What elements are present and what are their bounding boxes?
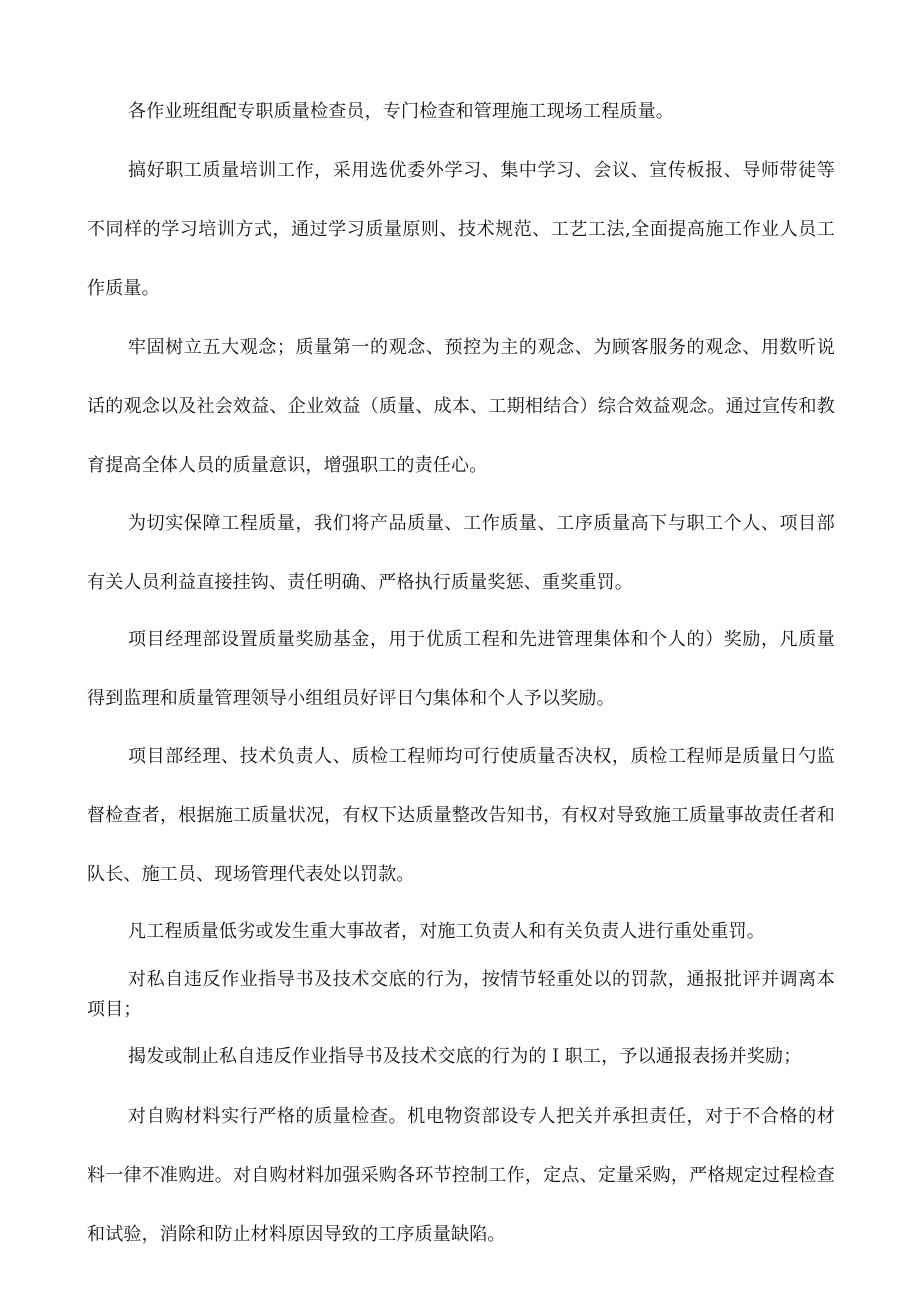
paragraph-5: 项目经理部设置质量奖励基金，用于优质工程和先进管理集体和个人的）奖励，凡质量得到监理和质量管理领导小组组员好评日勺集体和个人予以奖励。 <box>87 629 835 709</box>
paragraph-4: 为切实保障工程质量，我们将产品质量、工作质量、工序质量高下与职工个人、项目部有关人员利益直接挂钩、责任明确、严格执行质量奖惩、重奖重罚。 <box>87 513 835 593</box>
paragraph-1: 各作业班组配专职质量检查员，专门检查和管理施工现场工程质量。 <box>128 101 674 122</box>
paragraph-10: 对自购材料实行严格的质量检查。机电物资部设专人把关并承担责任，对于不合格的材料一律不准购进。对自购材料加强采购各环节控制工作，定点、定量采购，严格规定过程检查和试验，消除和防止材料原因导致的工序质量缺陷。 <box>87 1106 835 1245</box>
paragraph-8: 对私自违反作业指导书及技术交底的行为，按情节轻重处以的罚款，通报批评并调离本项目； <box>87 969 835 1020</box>
paragraph-3: 牢固树立五大观念；质量第一的观念、预控为主的观念、为顾客服务的观念、用数听说话的观念以及社会效益、企业效益（质量、成本、工期相结合）综合效益观念。通过宣传和教育提高全体人员的质量意识，增强职工的责任心。 <box>87 337 835 476</box>
paragraph-6: 项目部经理、技术负责人、质检工程师均可行使质量否决权，质检工程师是质量日勺监督检查者，根据施工质量状况，有权下达质量整改告知书，有权对导致施工质量事故责任者和队长、施工员、现场管理代表处以罚款。 <box>87 746 835 885</box>
paragraph-9: 揭发或制止私自违反作业指导书及技术交底的行为的Ｉ职工，予以通报表扬并奖励； <box>128 1046 802 1067</box>
paragraph-7: 凡工程质量低劣或发生重大事故者，对施工负责人和有关负责人进行重处重罚。 <box>128 921 765 942</box>
paragraph-2: 搞好职工质量培训工作，采用选优委外学习、集中学习、会议、宣传板报、导师带徒等不同样的学习培训方式，通过学习质量原则、技术规范、工艺工法,全面提高施工作业人员工作质量。 <box>87 160 835 299</box>
